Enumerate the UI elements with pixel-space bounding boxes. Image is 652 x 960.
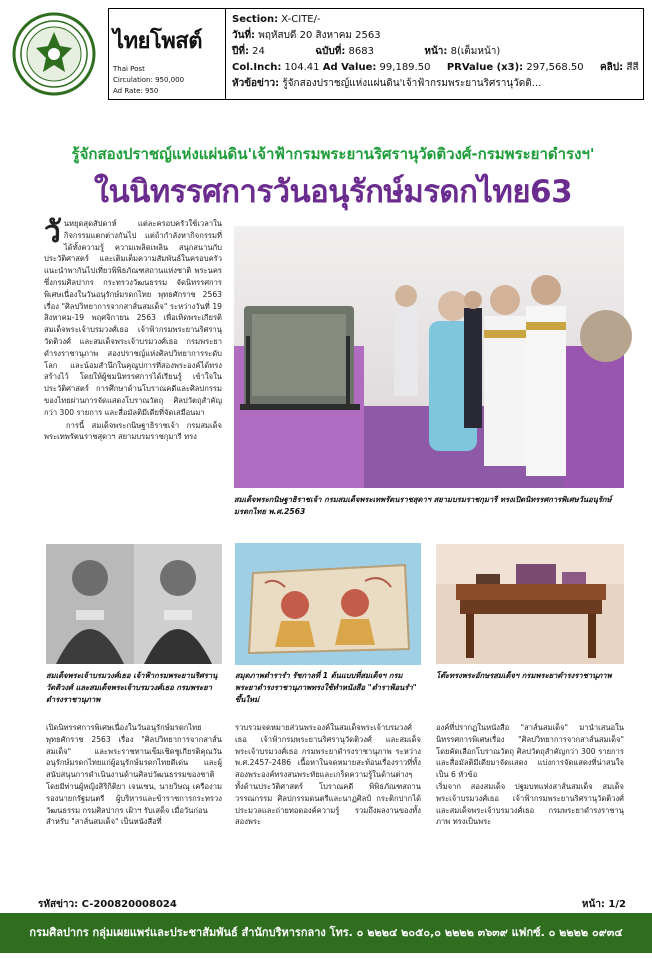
clipping-header (8, 8, 644, 100)
date-value: พฤหัสบดี 20 สิงหาคม 2563 (258, 30, 381, 41)
manuscript-photo (235, 543, 421, 665)
column-1-paragraph-2: การนี้ สมเด็จพระกนิษฐาธิราชเจ้า กรมสมเด็จพระเทพรัตนราชสุดาฯ สยามบรมราชกุมารี ทรง (44, 420, 222, 442)
publication-english: Thai Post (113, 65, 145, 73)
main-photo (234, 226, 624, 488)
page-value: 8(เต็มหน้า) (450, 46, 501, 57)
column-1-paragraph-1: นหยุดสุดสัปดาห์ แต่ละครอบครัวใช้เวลาในกิจกรรมแตกต่างกันไป แต่ถ้ากำลังหากิจกรรมที่ได้ทั้งความรู้ ความเพลิดเพลิน สนุกสนานกับประวัติศาสตร์ และเติมเต็มความสัมพันธ์ในครอบครัว แนะนำพากันไปเที่ยวพิพิธภัณฑสถานแห่งชาติ พระนคร ซึ่งกรมศิลปากร กระทรวงวัฒนธรรม จัดนิทรรศการพิเศษเนื่องในวันอนุรักษ์มรดกไทย พุทธศักราช 2563 เรื่อง "ศิลปวิทยาการจากสาส์นสมเด็จ" ระหว่างวันที่ 19 สิงหาคม-19 พฤศจิกายน 2563 เพื่อเทิดพระเกียรติสมเด็จพระเจ้าบรมวงศ์เธอ เจ้าฟ้ากรมพระยานริศรานุวัดติวงศ์ และสมเด็จพระเจ้าบรมวงศ์เธอ กรมพระยาดำรงราชานุภาพ สองปราชญ์แห่งศิลปวิทยาการระดับโลก และน้อมสำนึกในคุณูปการที่สองพระองค์ได้ทรงสร้างไว้ โดยให้ผู้ชมนิทรรศการได้เรียนรู้ เข้าใจในประวัติศาสตร์ การศึกษาด้านโบราณคดีและศิลปกรรมของไทยผ่านการจัดแสดงโบราณวัตถุ ศิลปวัตถุสำคัญกว่า 300 รายการ และสื่อมัลติมีเดียที่จัดเสมือนมา (44, 219, 222, 417)
article-headline: ในนิทรรศการวันอนุรักษ์มรดกไทย63 (93, 174, 573, 210)
article-column-2: เปิดนิทรรศการพิเศษเนื่องในวันอนุรักษ์มรดกไทย พุทธศักราช 2563 เรื่อง "ศิลปวิทยาการจากสาส์นสมเด็จ" และพระราชทานเข็มเชิดชูเกียรติคุณวันอนุรักษ์มรดกไทยแก่ผู้อนุรักษ์มรดกไทยดีเด่น และผู้สนับสนุนการดำเนินงานด้านศิลปวัฒนธรรมของชาติ โดยมีท่านผู้หญิงสิริกิติยา เจนเซน, นายวิษณุ เครืองาม รองนายกรัฐมนตรี ผู้บริหารและข้าราชการกระทรวงวัฒนธรรม กรมศิลปากร เฝ้าฯ รับเสด็จ เมื่อวันก่อน สำหรับ "สาส์นสมเด็จ" เป็นหนังสือที่ (46, 723, 222, 827)
publication-meta (113, 64, 221, 97)
portraits-photo (46, 544, 222, 664)
circulation-value: 950,000 (155, 76, 185, 84)
issue-value: 8683 (348, 46, 374, 57)
clip-value: สีสี (626, 62, 639, 73)
publication-logo: ไทยโพสต์ (113, 28, 202, 54)
news-code (38, 897, 177, 912)
article-column-3: รวบรวมจดหมายส่วนพระองค์ในสมเด็จพระเจ้าบรมวงศ์เธอ เจ้าฟ้ากรมพระยานริศรานุวัดติวงศ์ และสมเด็จพระเจ้าบรมวงศ์เธอ กรมพระยาดำรงราชานุภาพ ระหว่าง พ.ศ.2457-2486 เนื้อหาในจดหมายสะท้อนเรื่องราวที่ทั้งสองพระองค์ทรงสนพระทัยและเกร็ดความรู้ในด้านต่างๆ ทั้งด้านประวัติศาสตร์ โบราณคดี พิพิธภัณฑสถาน วรรณกรรม ศิลปกรรมดนตรีและนาฏศิลป์ กระติกปากได้ประมวลและถ่ายทอดองค์ความรู้ รวมถึงผลงานของทั้งสองพระ (235, 723, 421, 827)
publication-box (108, 8, 226, 100)
issue-label: ฉบับที่: (315, 46, 346, 57)
desk-photo (436, 544, 624, 664)
section-label: Section: (232, 14, 279, 25)
year-label: ปีที่: (232, 46, 249, 57)
article-column-4: องค์ที่ปรากฏในหนังสือ "สาส์นสมเด็จ" มานำเสนอในนิทรรศการพิเศษเรื่อง "ศิลปวิทยาการจากสาส์นสมเด็จ" โดยคัดเลือกโบราณวัตถุ ศิลปวัตถุสำคัญกว่า 300 รายการ และสื่อมัลติมีเดียมาจัดแสดง แบ่งการจัดแสดงที่น่าสนใจเป็น 6 หัวข้อ เริ่มจาก สองสมเด็จ ปฐมบทแห่งสาส์นสมเด็จ สมเด็จพระเจ้าบรมวงศ์เธอ เจ้าฟ้ากรมพระยานริศรานุวัดติวงศ์ และสมเด็จพระเจ้าบรมวงศ์เธอ กรมพระยาดำรงราชานุภาพ ทรงเป็นพระ (436, 723, 624, 827)
year-value: 24 (252, 46, 265, 57)
ad-rate-value: 950 (144, 87, 159, 95)
desk-caption: โต๊ะทรงพระอักษรสมเด็จฯ กรมพระยาดำรงราชานุภาพ (436, 671, 612, 680)
date-label: วันที่: (232, 30, 256, 41)
colinch-value: 104.41 (284, 62, 320, 73)
agency-footer: กรมศิลปากร กลุ่มเผยแพร่และประชาสัมพันธ์ สำนักบริหารกลาง โทร. ๐ ๒๒๒๔ ๒๐๕๐,๐ ๒๒๒๒ ๓๖๓๙ แฟกซ์. ๐ ๒๒๒๒ ๐๙๓๔ (0, 913, 652, 953)
prvalue-value: 297,568.50 (526, 62, 584, 73)
clip-label: คลิป: (599, 62, 624, 73)
page-number-value: 1/2 (608, 899, 626, 910)
portraits-caption: สมเด็จพระเจ้าบรมวงศ์เธอ เจ้าฟ้ากรมพระยานริศรานุวัดติวงศ์ และสมเด็จพระเจ้าบรมวงศ์เธอ กรมพระยาดำรงราชานุภาพ (46, 671, 218, 704)
adval-label: Ad Value: (322, 62, 377, 73)
circulation-label: Circulation: (113, 76, 153, 84)
manuscript-caption: สมุดภาพตำรารำ รัชกาลที่ 1 ต้นแบบที่สมเด็จฯ กรมพระยาดำรงราชานุภาพทรงใช้ทำหนังสือ "ตำราฟ้อนรำ" ขึ้นใหม่ (235, 671, 417, 704)
drop-cap: วั (44, 215, 61, 250)
article-kicker: รู้จักสองปราชญ์แห่งแผ่นดิน'เจ้าฟ้ากรมพระยานริศรานุวัดติวงศ์-กรมพระยาดำรงฯ' (71, 145, 595, 163)
clipping-info (226, 8, 644, 100)
article-column-1 (44, 215, 222, 530)
page-label: หน้า: (424, 46, 448, 57)
fine-arts-department-seal-icon (12, 12, 96, 96)
news-code-value: C-200820008024 (81, 899, 177, 910)
news-code-label: รหัสข่าว: (38, 899, 79, 910)
section-value: X-CITE/- (281, 14, 321, 25)
ad-rate-label: Ad Rate: (113, 87, 143, 95)
main-photo-caption: สมเด็จพระกนิษฐาธิราชเจ้า กรมสมเด็จพระเทพรัตนราชสุดาฯ สยามบรมราชกุมารี ทรงเปิดนิทรรศการพิเศษวันอนุรักษ์มรดกไทย พ.ศ.2563 (234, 495, 612, 516)
headline-label: หัวข้อข่าว: (232, 78, 280, 89)
headline-value: รู้จักสองปราชญ์แห่งแผ่นดิน'เจ้าฟ้ากรมพระยานริศรานุวัดติ... (282, 78, 542, 89)
adval-value: 99,189.50 (379, 62, 431, 73)
prvalue-label: PRValue (x3): (446, 62, 524, 73)
page-number-label: หน้า: (581, 899, 605, 910)
colinch-label: Col.Inch: (232, 62, 282, 73)
page-number (582, 897, 626, 912)
